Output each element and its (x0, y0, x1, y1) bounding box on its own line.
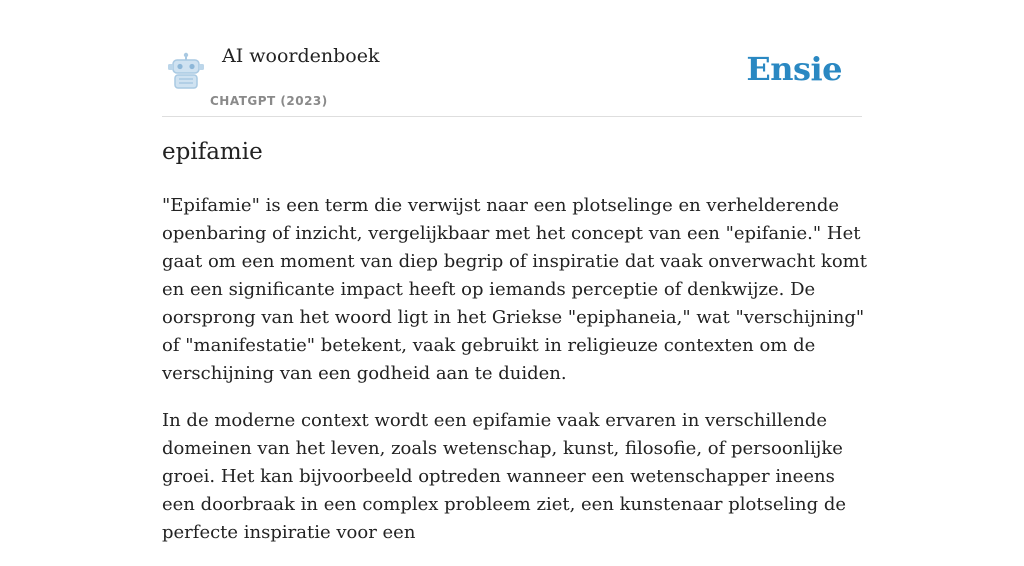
definition-paragraph: In de moderne context wordt een epifamie vaak ervaren in verschillende domeinen van het leven, zoals wetenschap, kunst, filosofie, of persoonlijke groei. Het kan bijvoorbeeld optreden wanneer een wetenschapper ineens een doorbraak in een complex probleem ziet, een kunstenaar plotseling de perfecte inspiratie voor een (162, 410, 847, 543)
definition-paragraph: "Epifamie" is een term die verwijst naar een plotselinge en verhelderende openbaring of inzicht, vergelijkbaar met het concept van een "epifanie." Het gaat om een moment van diep begrip of inspiratie dat vaak onverwacht komt en een significante impact heeft op iemands perceptie of denkwijze. De oorsprong van het woord ligt in het Griekse "epiphaneia," wat "verschijning" of "manifestatie" betekent, vaak gebruikt in religieuze contexten om de verschijning van een godheid aan te duiden. (162, 195, 867, 384)
definition-text (162, 192, 870, 566)
ensie-logo[interactable]: Ensie (746, 50, 842, 88)
source-label: CHATGPT (2023) (210, 94, 328, 108)
header (162, 0, 862, 117)
entry-term: epifamie (162, 139, 263, 165)
dictionary-title[interactable]: AI woordenboek (222, 45, 380, 67)
robot-icon (166, 52, 206, 90)
